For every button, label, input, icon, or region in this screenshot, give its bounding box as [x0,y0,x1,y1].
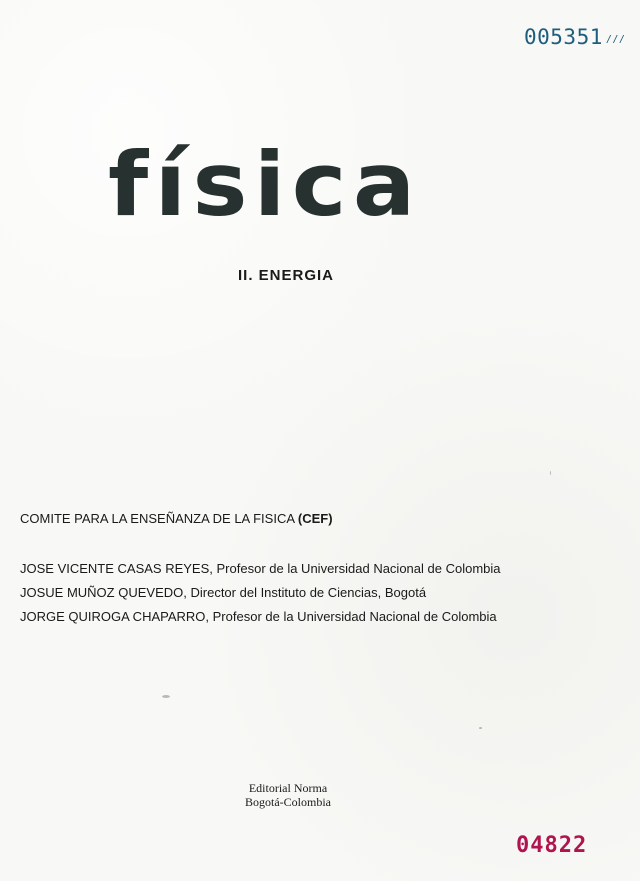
top-stamp [524,25,636,49]
committee-code: (CEF) [297,511,333,526]
author-line [20,584,520,602]
author-separator: , [183,585,191,600]
committee-text: COMITE PARA LA ENSEÑANZA DE LA FISICA [20,511,295,526]
publisher-location: Bogotá-Colombia [245,795,331,809]
top-stamp-tail: /// [605,34,626,45]
paper-speck [550,471,551,475]
author-separator: , [205,609,213,624]
bottom-stamp: 04822 [516,833,588,858]
author-line [20,608,520,626]
document-title: física [108,133,422,236]
author-line [20,560,520,578]
author-name: JORGE QUIROGA CHAPARRO [20,609,206,624]
publisher-name: Editorial Norma [248,781,328,795]
author-role: Director del Instituto de Ciencias, Bogotá [190,585,427,600]
author-role: Profesor de la Universidad Nacional de Colombia [212,609,497,624]
paper-speck [479,727,482,729]
document-subtitle: II. ENERGIA [238,267,335,284]
top-stamp-number: 005351 [524,25,603,49]
author-name: JOSE VICENTE CASAS REYES [20,561,210,576]
author-separator: , [209,561,217,576]
paper-speck [162,695,170,698]
committee-heading [20,510,400,528]
author-role: Profesor de la Universidad Nacional de Colombia [216,561,501,576]
author-name: JOSUE MUÑOZ QUEVEDO [20,585,184,600]
